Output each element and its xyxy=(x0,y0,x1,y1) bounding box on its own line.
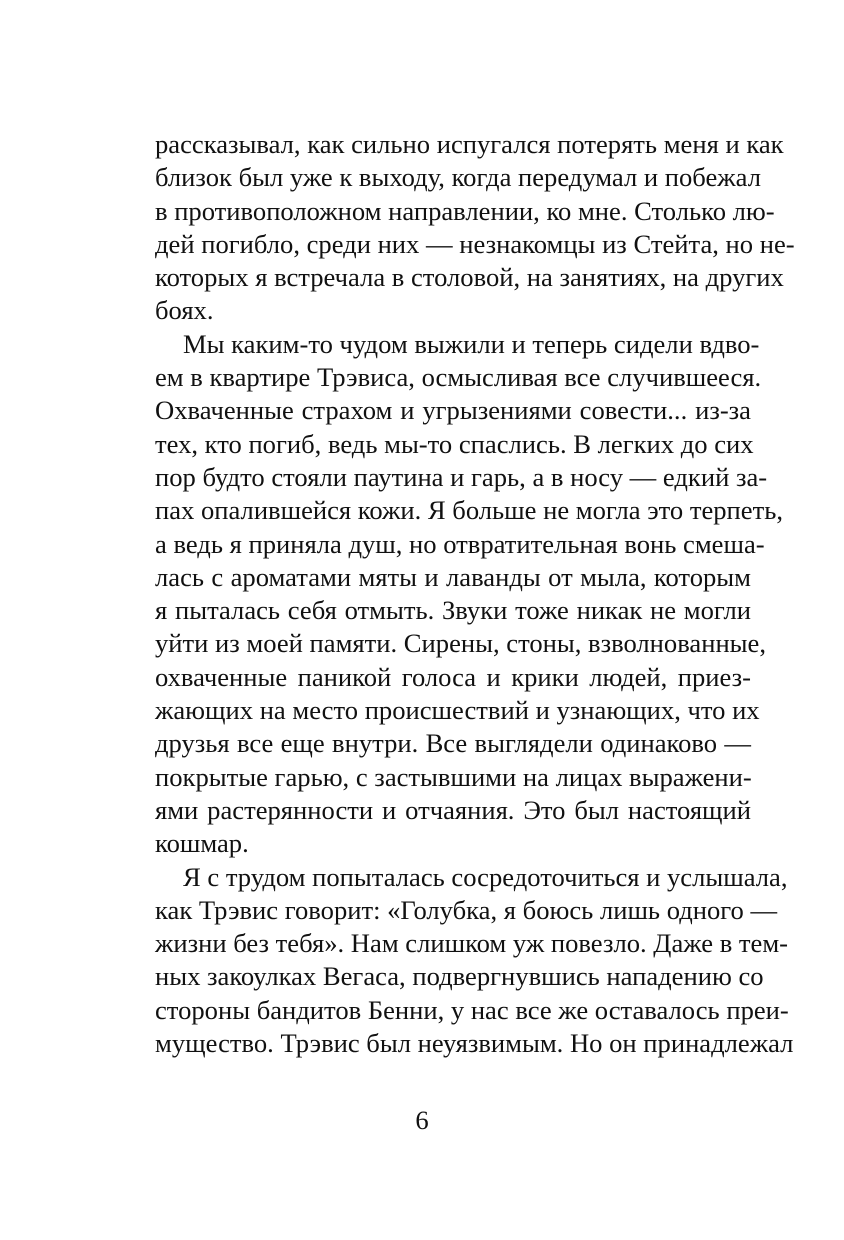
page-number: 6 xyxy=(415,1105,429,1135)
text-line: пор будто стояли паутина и гарь, а в носу — едкий за- xyxy=(155,461,768,492)
body-text xyxy=(155,128,795,1060)
text-line: Мы каким-то чудом выжили и теперь сидели вдво- xyxy=(183,328,760,359)
text-line: друзья все еще внутри. Все выглядели одинаково — xyxy=(155,728,751,759)
text-line: близок был уже к выходу, когда передумал и побежал xyxy=(155,162,761,193)
text-line: боях. xyxy=(155,295,214,326)
text-line: покрытые гарью, с застывшими на лицах выражени- xyxy=(155,761,752,792)
text-line: Я с трудом попыталась сосредоточиться и услышала, xyxy=(183,861,788,892)
text-line: жизни без тебя». Нам слишком уж повезло. Даже в тем- xyxy=(155,928,789,959)
text-line: дей погибло, среди них — незнакомцы из Стейта, но не- xyxy=(155,228,795,259)
text-line: я пыталась себя отмыть. Звуки тоже никак не могли xyxy=(155,595,751,626)
text-line: пах опалившейся кожи. Я больше не могла это терпеть, xyxy=(155,495,783,526)
text-line: ями растерянности и отчаяния. Это был настоящий xyxy=(155,794,751,825)
text-line: а ведь я приняла душ, но отвратительная вонь смеша- xyxy=(155,528,765,559)
text-line: ем в квартире Трэвиса, осмысливая все случившееся. xyxy=(155,362,762,393)
text-line: Охваченные страхом и угрызениями совести... из-за xyxy=(155,395,751,426)
text-line: стороны бандитов Бенни, у нас все же оставалось преи- xyxy=(155,994,789,1025)
text-line: жающих на место происшествий и узнающих, что их xyxy=(155,695,760,726)
text-line: которых я встречала в столовой, на занятиях, на других xyxy=(155,262,784,293)
text-line: ных закоулках Вегаса, подвергнувшись нападению со xyxy=(155,961,764,992)
text-line: тех, кто погиб, ведь мы-то спаслись. В легких до сих xyxy=(155,428,754,459)
text-line: мущество. Трэвис был неуязвимым. Но он принадлежал xyxy=(155,1028,794,1059)
text-line: охваченные паникой голоса и крики людей, приез- xyxy=(155,661,751,692)
text-line: лась с ароматами мяты и лаванды от мыла, которым xyxy=(155,561,751,592)
text-line: в противоположном направлении, ко мне. Столько лю- xyxy=(155,195,775,226)
text-line: кошмар. xyxy=(155,828,249,859)
text-line: как Трэвис говорит: «Голубка, я боюсь лишь одного — xyxy=(155,894,778,925)
text-line: уйти из моей памяти. Сирены, стоны, взволнованные, xyxy=(155,628,767,659)
text-line: рассказывал, как сильно испугался потерять меня и как xyxy=(155,129,784,159)
